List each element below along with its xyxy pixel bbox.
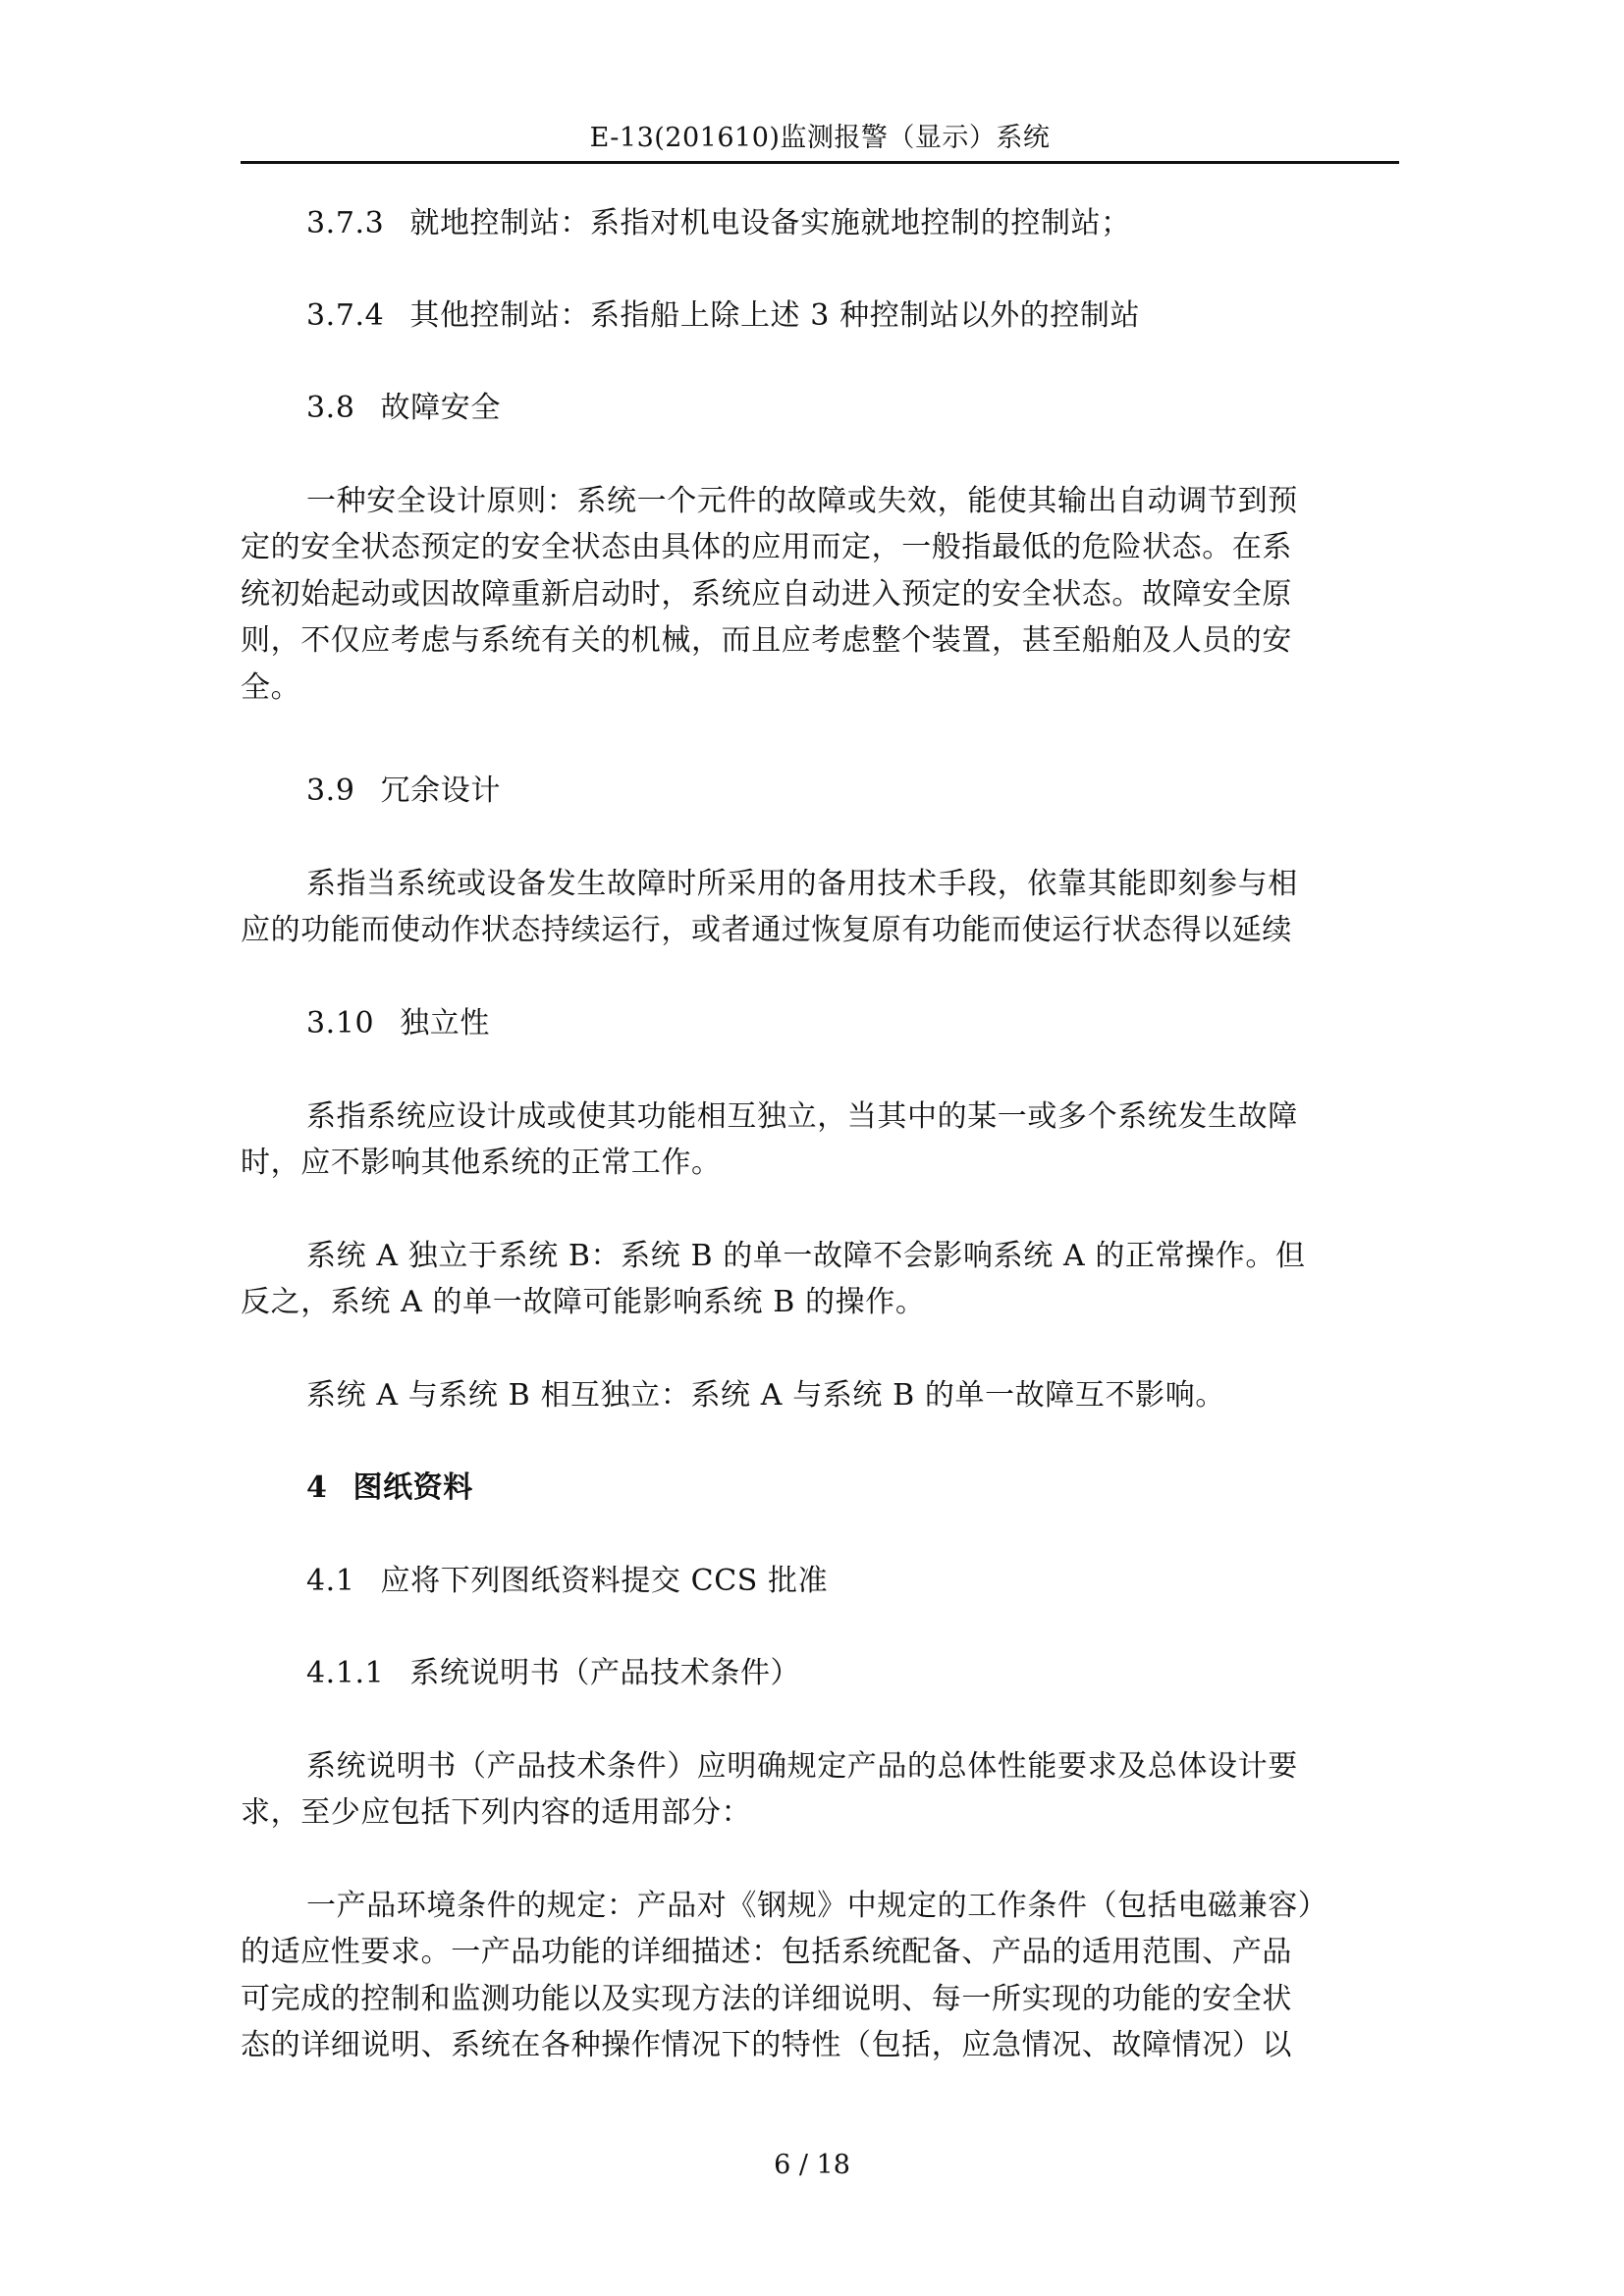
clause-number: 3.7.3 bbox=[306, 206, 385, 240]
paragraph-line: 一产品环境条件的规定：产品对《钢规》中规定的工作条件（包括电磁兼容） bbox=[306, 1889, 1328, 1923]
paragraph-line: 统初始起动或因故障重新启动时，系统应自动进入预定的安全状态。故障安全原 bbox=[241, 577, 1292, 612]
paragraph-line: 系指系统应设计成或使其功能相互独立，当其中的某一或多个系统发生故障 bbox=[306, 1099, 1298, 1134]
heading-3-9 bbox=[306, 772, 501, 811]
heading-text: 应将下列图纸资料提交 CCS 批准 bbox=[380, 1564, 829, 1598]
paragraph-line: 则，不仅应考虑与系统有关的机械，而且应考虑整个装置，甚至船舶及人员的安 bbox=[241, 623, 1292, 658]
heading-3-8 bbox=[306, 389, 501, 428]
heading-text: 故障安全 bbox=[380, 391, 501, 425]
clause-text: 就地控制站：系指对机电设备实施就地控制的控制站； bbox=[409, 206, 1131, 240]
clause-number: 3.9 bbox=[306, 774, 355, 808]
paragraph-line: 系统 A 与系统 B 相互独立：系统 A 与系统 B 的单一故障互不影响。 bbox=[306, 1378, 1225, 1413]
heading-4-1 bbox=[306, 1562, 828, 1601]
paragraph-line: 系统 A 独立于系统 B：系统 B 的单一故障不会影响系统 A 的正常操作。但 bbox=[306, 1239, 1306, 1273]
heading-4-1-1 bbox=[306, 1654, 800, 1693]
page-number: 6 / 18 bbox=[774, 2150, 850, 2180]
heading-text: 冗余设计 bbox=[380, 774, 501, 808]
heading-3-10 bbox=[306, 1004, 490, 1043]
heading-text: 独立性 bbox=[400, 1006, 491, 1041]
heading-text: 系统说明书（产品技术条件） bbox=[409, 1656, 801, 1690]
clause-number: 4.1.1 bbox=[306, 1656, 385, 1690]
clause-number: 4.1 bbox=[306, 1564, 355, 1598]
paragraph-line: 系指当系统或设备发生故障时所采用的备用技术手段，依靠其能即刻参与相 bbox=[306, 867, 1298, 901]
clause-text: 其他控制站：系指船上除上述 3 种控制站以外的控制站 bbox=[409, 298, 1141, 333]
heading-text: 图纸资料 bbox=[352, 1470, 473, 1505]
paragraph-line: 时，应不影响其他系统的正常工作。 bbox=[241, 1146, 722, 1180]
paragraph-line: 一种安全设计原则：系统一个元件的故障或失效，能使其输出自动调节到预 bbox=[306, 484, 1298, 518]
clause-number: 3.8 bbox=[306, 391, 355, 425]
header-divider bbox=[241, 161, 1399, 164]
clause-number: 3.10 bbox=[306, 1006, 375, 1041]
paragraph-line: 全。 bbox=[241, 670, 301, 705]
paragraph-line: 反之，系统 A 的单一故障可能影响系统 B 的操作。 bbox=[241, 1285, 926, 1319]
clause-number: 3.7.4 bbox=[306, 298, 385, 333]
paragraph-line: 可完成的控制和监测功能以及实现方法的详细说明、每一所实现的功能的安全状 bbox=[241, 1982, 1292, 2016]
section-number: 4 bbox=[306, 1470, 328, 1505]
paragraph-line: 定的安全状态预定的安全状态由具体的应用而定，一般指最低的危险状态。在系 bbox=[241, 530, 1292, 564]
document-title: E-13(201610)监测报警（显示）系统 bbox=[589, 123, 1051, 153]
paragraph-line: 态的详细说明、系统在各种操作情况下的特性（包括，应急情况、故障情况）以 bbox=[241, 2028, 1292, 2062]
clause-3-7-3 bbox=[306, 204, 1131, 243]
heading-4 bbox=[306, 1468, 473, 1508]
paragraph-line: 系统说明书（产品技术条件）应明确规定产品的总体性能要求及总体设计要 bbox=[306, 1749, 1298, 1784]
paragraph-line: 求，至少应包括下列内容的适用部分： bbox=[241, 1795, 752, 1830]
paragraph-line: 的适应性要求。一产品功能的详细描述：包括系统配备、产品的适用范围、产品 bbox=[241, 1935, 1292, 1969]
clause-3-7-4 bbox=[306, 296, 1140, 336]
paragraph-line: 应的功能而使动作状态持续运行，或者通过恢复原有功能而使运行状态得以延续 bbox=[241, 913, 1292, 947]
